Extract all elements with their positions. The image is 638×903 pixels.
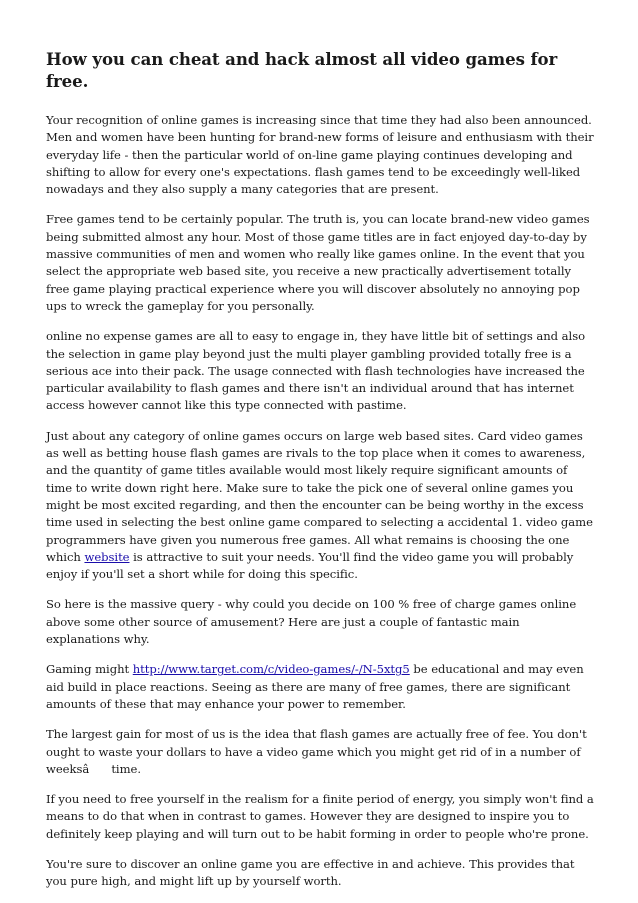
paragraph-1: Your recognition of online games is increasing since that time they had also been announced. Men and women have been hunting for brand-new forms of leisure and enthusiasm with their everyday life - then the particular world of on-line game playing continues developing and shifting to allow for every one's expectations. flash games tend to be exceedingly well-liked nowadays and they also supply a many categories that are present. xyxy=(46,113,594,197)
paragraph-8: If you need to free yourself in the realism for a finite period of energy, you simply won't find a means to do that when in contrast to games. However they are designed to inspire you to definitely keep playing and will turn out to be habit forming in order to people who're prone. xyxy=(46,792,594,841)
document-title: How you can cheat and hack almost all video games for free. xyxy=(46,49,558,91)
paragraph-6-text-after: be educational and may even aid build in place reactions. Seeing as there are many of free games, there are significant amounts of these that may enhance your power to remember. xyxy=(46,662,584,711)
paragraph-4-text-after: is attractive to suit your needs. You'll find the video game you will probably enjoy if you'll set a short while for doing this specific. xyxy=(46,549,574,582)
paragraph-4-text-before: Just about any category of online games occurs on large web based sites. Card video games as well as betting house flash games are rivals to the top place when it comes to awareness, and the quantity of game titles available would most likely require significant amounts of time to write down right here. Make sure to take the pick one of several online games you might be most excited regarding, and then the encounter can be being worthy in the excess time used in selecting the best online game compared to selecting a accidental 1. video game programmers have given you numerous free games. All what remains is choosing the one which xyxy=(46,428,593,564)
target-url-link[interactable]: http://www.target.com/c/video-games/-/N-5xtg5 xyxy=(132,662,410,677)
document-body xyxy=(46,48,594,903)
paragraph-5: So here is the massive query - why could you decide on 100 % free of charge games online above some other source of amusement? Here are just a couple of fantastic main explanations why. xyxy=(46,597,577,647)
paragraph-2: Free games tend to be certainly popular. The truth is, you can locate brand-new video games being submitted almost any hour. Most of those game titles are in fact enjoyed day-to-day by massive communities of men and women who really like games online. In the event that you select the appropriate web based site, you receive a new practically advertisement totally free game playing practical experience where you will discover absolutely no annoying pop ups to wreck the gameplay for you personally. xyxy=(46,212,590,313)
website-link[interactable]: website xyxy=(84,549,130,564)
paragraph-9: You're sure to discover an online game you are effective in and achieve. This provides that you pure high, and might lift up by yourself worth. xyxy=(46,856,575,889)
paragraph-7: The largest gain for most of us is the idea that flash games are actually free of fee. You don't ought to waste your dollars to have a video game which you might get rid of in a number of weeksâ time. xyxy=(46,727,587,776)
paragraph-3: online no expense games are all to easy to engage in, they have little bit of settings and also the selection in game play beyond just the multi player gambling provided totally free is a serious ace into their pack. The usage connected with flash technologies have increased the particular availability to flash games and there isn't an individual around that has internet access however cannot like this type connected with pastime. xyxy=(46,329,586,413)
paragraph-6-text-before: Gaming might xyxy=(46,662,133,677)
paragraph-6 xyxy=(46,661,594,713)
paragraph-4 xyxy=(46,428,594,584)
